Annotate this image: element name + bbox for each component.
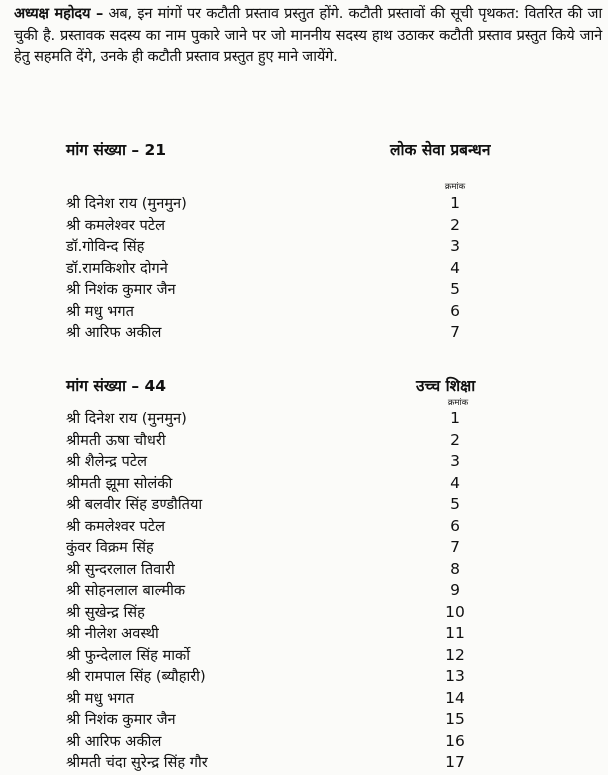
member-name: श्रीमती झूमा सोलंकी (66, 474, 173, 492)
demand-number: मांग संख्या – 21 (66, 141, 167, 159)
member-row (66, 301, 506, 323)
member-name: श्री रामपाल सिंह (ब्यौहारी) (66, 668, 206, 685)
member-row (66, 537, 506, 559)
member-serial: 14 (445, 688, 465, 707)
member-serial: 3 (450, 237, 460, 255)
member-row (66, 430, 506, 452)
demand-44-member-list (66, 408, 506, 774)
member-row (66, 236, 506, 258)
member-name: डॉ.गोविन्द सिंह (66, 238, 145, 255)
member-row (66, 215, 506, 237)
member-serial: 7 (450, 538, 460, 556)
member-serial: 1 (450, 194, 460, 212)
member-name: श्री मधु भगत (66, 689, 134, 707)
member-row (66, 731, 506, 753)
member-name: डॉ.रामकिशोर दोगने (66, 259, 168, 277)
member-name: श्री निशंक कुमार जैन (66, 281, 176, 298)
serial-header: क्रमांक (447, 398, 469, 408)
member-serial: 11 (445, 624, 465, 642)
member-row (66, 645, 506, 667)
member-row (66, 451, 506, 473)
member-serial: 4 (450, 258, 460, 277)
demand-number: मांग संख्या – 44 (66, 377, 167, 395)
member-serial: 5 (450, 495, 460, 513)
speaker-label: अध्यक्ष महोदय – (14, 5, 104, 22)
member-row (66, 193, 506, 215)
member-serial: 5 (450, 280, 460, 298)
member-row (66, 473, 506, 495)
intro-text: अब, इन मांगों पर कटौती प्रस्ताव प्रस्तुत होंगे. कटौती प्रस्तावों की सूची पृथकत: वितरित की जा चुकी है. प्रस्तावक सदस्य का नाम पुकारे जाने पर जो माननीय सदस्य हाथ उठाकर कटौती प्रस्ताव प्रस्तुत किये जाने हेतु सहमति देंगे, उनके ही कटौती प्रस्ताव प्रस्तुत हुए माने जायेंगे. (14, 5, 602, 65)
member-name: श्री दिनेश राय (मुनमुन) (66, 410, 187, 427)
demand-subject: उच्च शिक्षा (416, 377, 476, 395)
member-serial: 8 (450, 559, 460, 578)
member-name: श्री फुन्देलाल सिंह मार्को (66, 646, 190, 664)
member-serial: 13 (445, 667, 465, 685)
member-row (66, 322, 506, 344)
member-row (66, 709, 506, 731)
member-row (66, 559, 506, 581)
member-serial: 2 (450, 430, 460, 449)
member-row (66, 688, 506, 710)
demand-21-member-list (66, 193, 506, 344)
demand-44-header (66, 374, 536, 396)
member-name: कुंवर विक्रम सिंह (66, 539, 154, 556)
member-name: श्री कमलेश्वर पटेल (66, 517, 166, 535)
member-name: श्री आरिफ अकील (66, 732, 162, 750)
member-serial: 15 (445, 710, 465, 728)
member-row (66, 752, 506, 774)
member-serial: 6 (450, 301, 460, 320)
member-row (66, 623, 506, 645)
demand-21-header (66, 138, 536, 160)
member-serial: 17 (445, 753, 465, 771)
member-serial: 12 (445, 645, 465, 664)
member-serial: 6 (450, 516, 460, 535)
member-name: श्री आरिफ अकील (66, 324, 162, 341)
member-row (66, 666, 506, 688)
intro-paragraph (14, 3, 602, 68)
member-serial: 10 (445, 602, 465, 621)
member-name: श्रीमती चंदा सुरेन्द्र सिंह गौर (66, 754, 208, 771)
member-row (66, 494, 506, 516)
member-row (66, 279, 506, 301)
member-name: श्री बलवीर सिंह डण्डौतिया (66, 496, 203, 513)
member-name: श्री सुन्दरलाल तिवारी (66, 560, 175, 578)
member-serial: 1 (450, 409, 460, 427)
member-row (66, 258, 506, 280)
serial-header: क्रमांक (444, 182, 466, 192)
member-name: श्री शैलेन्द्र पटेल (66, 453, 148, 470)
member-name: श्री नीलेश अवस्थी (66, 625, 159, 642)
member-serial: 3 (450, 452, 460, 470)
member-serial: 4 (450, 473, 460, 492)
member-row (66, 408, 506, 430)
member-name: श्री सुखेन्द्र सिंह (66, 603, 145, 621)
member-serial: 2 (450, 215, 460, 234)
demand-subject: लोक सेवा प्रबन्धन (390, 141, 491, 159)
member-name: श्री दिनेश राय (मुनमुन) (66, 195, 187, 212)
member-row (66, 602, 506, 624)
member-serial: 9 (450, 581, 460, 599)
member-name: श्री निशंक कुमार जैन (66, 711, 176, 728)
member-serial: 16 (445, 731, 465, 750)
member-row (66, 580, 506, 602)
member-name: श्री कमलेश्वर पटेल (66, 216, 166, 234)
member-name: श्रीमती ऊषा चौधरी (66, 431, 166, 449)
member-name: श्री मधु भगत (66, 302, 134, 320)
member-serial: 7 (450, 323, 460, 341)
member-name: श्री सोहनलाल बाल्मीक (66, 582, 186, 599)
member-row (66, 516, 506, 538)
